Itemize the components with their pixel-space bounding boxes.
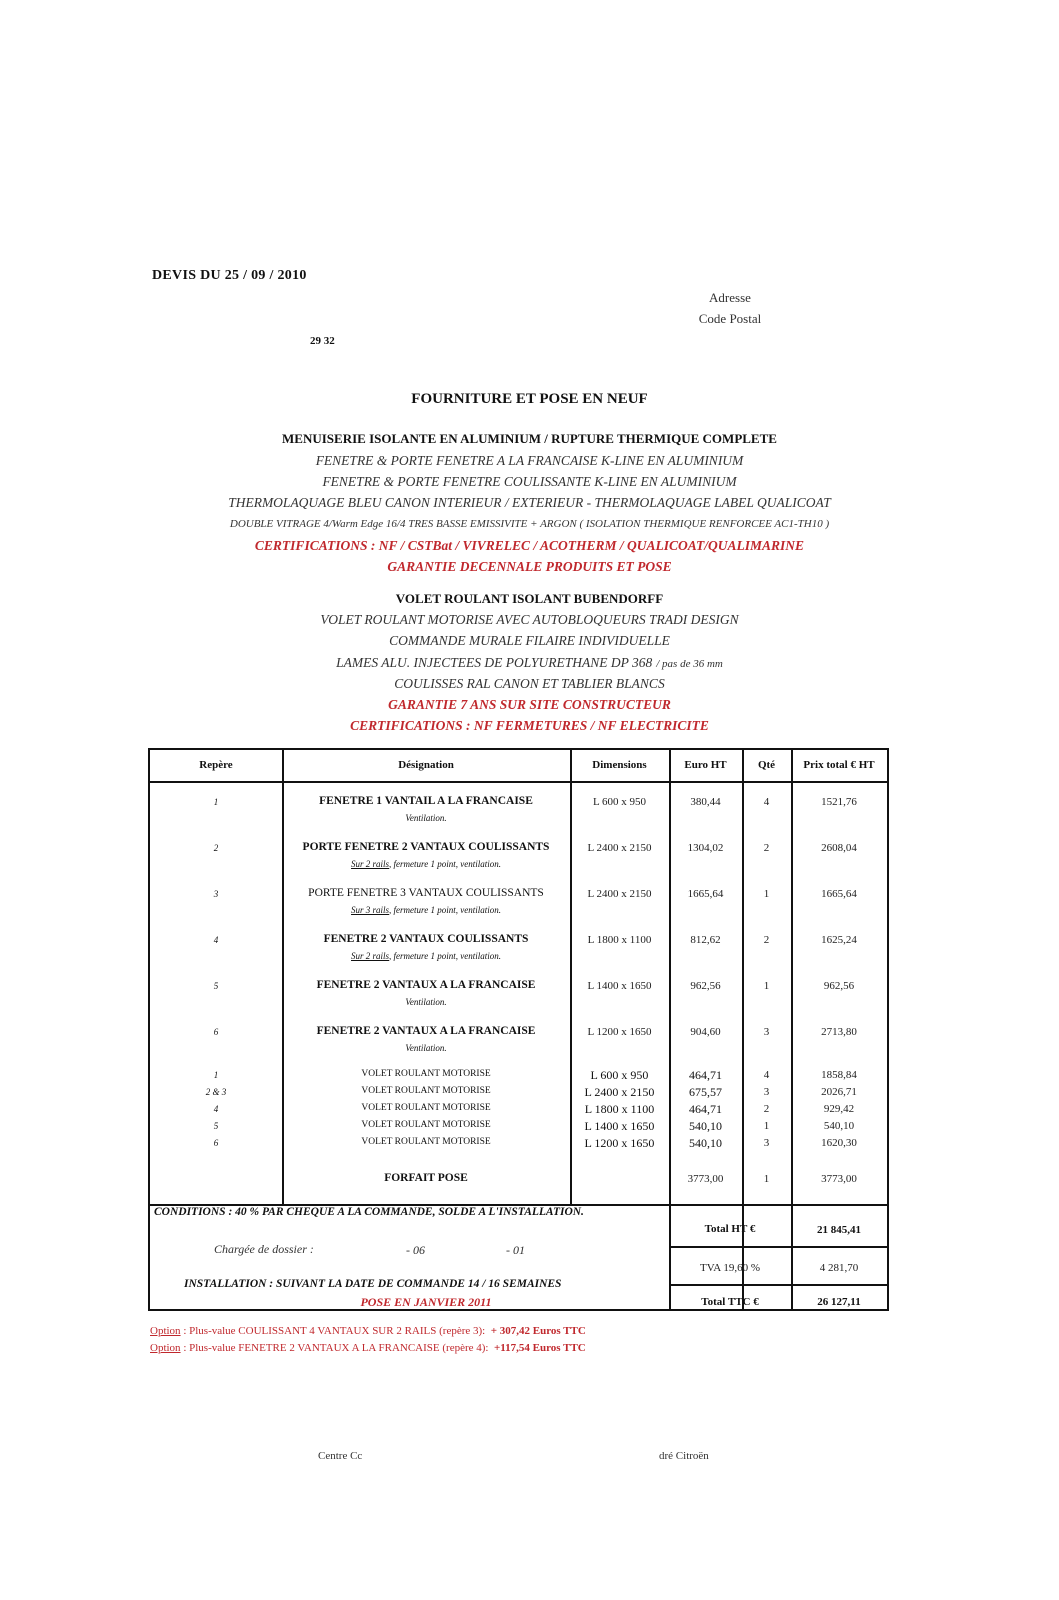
- row-unit-price: 962,56: [690, 980, 721, 992]
- document-title: FOURNITURE ET POSE EN NEUF: [411, 391, 648, 407]
- row-repere: 2: [213, 843, 219, 853]
- row-repere: 3: [213, 889, 219, 899]
- section1-line: THERMOLAQUAGE BLEU CANON INTERIEUR / EXTERIEUR - THERMOLAQUAGE LABEL QUALICOAT: [228, 495, 831, 510]
- row-qty: 1: [763, 1120, 770, 1132]
- section1-line: FENETRE & PORTE FENETRE COULISSANTE K-LINE EN ALUMINIUM: [322, 474, 737, 489]
- row-unit-price: 3773,00: [687, 1173, 724, 1185]
- row-unit-price: 904,60: [690, 1026, 721, 1038]
- option-label: Option: [150, 1342, 181, 1354]
- row-subtext: Ventilation.: [405, 1043, 447, 1053]
- case-manager-phone: - 06: [406, 1243, 425, 1257]
- section2-line: COMMANDE MURALE FILAIRE INDIVIDUELLE: [389, 633, 670, 648]
- address-line: Adresse: [709, 290, 751, 305]
- section2-line: COULISSES RAL CANON ET TABLIER BLANCS: [394, 676, 665, 691]
- totals-rule: [669, 1284, 887, 1286]
- row-repere: 5: [213, 981, 219, 991]
- row-qty: 3: [763, 1137, 770, 1149]
- row-designation: VOLET ROULANT MOTORISE: [361, 1086, 491, 1096]
- postal-code-line: Code Postal: [698, 311, 762, 326]
- row-unit-price: 812,62: [690, 934, 721, 946]
- row-designation: PORTE FENETRE 3 VANTAUX COULISSANTS: [308, 887, 544, 899]
- row-repere: 5: [213, 1121, 219, 1131]
- row-designation: FENETRE 2 VANTAUX A LA FRANCAISE: [316, 979, 536, 991]
- row-designation: FENETRE 2 VANTAUX A LA FRANCAISE: [316, 1025, 536, 1037]
- row-repere: 6: [213, 1138, 219, 1148]
- option-value: + 307,42 Euros TTC: [490, 1325, 586, 1337]
- tva-value: 4 281,70: [819, 1262, 859, 1274]
- row-dimensions: L 1200 x 1650: [587, 1026, 652, 1038]
- section1-warranty: GARANTIE DECENNALE PRODUITS ET POSE: [387, 559, 672, 574]
- header-dimensions: Dimensions: [592, 759, 647, 771]
- row-qty: 2: [763, 842, 770, 854]
- footer-fragment-left: Centre Cc: [318, 1450, 363, 1462]
- quote-date: DEVIS DU 25 / 09 / 2010: [152, 268, 307, 283]
- section2-heading: VOLET ROULANT ISOLANT BUBENDORFF: [395, 591, 664, 606]
- row-qty: 4: [763, 1069, 770, 1081]
- row-unit-price: 380,44: [690, 796, 721, 808]
- row-qty: 1: [763, 1173, 770, 1185]
- row-qty: 2: [763, 934, 770, 946]
- row-repere: 1: [213, 1070, 219, 1080]
- row-designation: FENETRE 1 VANTAIL A LA FRANCAISE: [319, 795, 533, 807]
- row-repere: 4: [213, 1104, 219, 1114]
- header-euro-ht: Euro HT: [684, 759, 727, 771]
- row-qty: 1: [763, 888, 770, 900]
- lames-pitch: / pas de 36 mm: [656, 658, 723, 670]
- row-unit-price: 464,71: [689, 1068, 722, 1082]
- row-repere: 4: [213, 935, 219, 945]
- lames-text: LAMES ALU. INJECTEES DE POLYURETHANE DP 368: [336, 655, 653, 670]
- row-designation: FORFAIT POSE: [384, 1172, 468, 1184]
- total-ttc-label: Total TTC €: [701, 1296, 759, 1308]
- row-dimensions: L 600 x 950: [592, 796, 647, 808]
- row-subtext: Sur 2 rails, fermeture 1 point, ventilation.: [351, 951, 501, 961]
- row-repere: 2 & 3: [205, 1087, 227, 1097]
- installation-delay: INSTALLATION : SUIVANT LA DATE DE COMMANDE 14 / 16 SEMAINES: [184, 1278, 562, 1290]
- pose-date: POSE EN JANVIER 2011: [360, 1295, 492, 1309]
- case-manager-label: Chargée de dossier :: [214, 1242, 314, 1256]
- row-dimensions: L 1200 x 1650: [584, 1136, 655, 1150]
- header-repere: Repère: [199, 759, 233, 771]
- total-ht-value: 21 845,41: [817, 1224, 861, 1236]
- row-total: 1521,76: [821, 796, 857, 808]
- row-unit-price: 540,10: [689, 1136, 722, 1150]
- header-rule: [150, 781, 887, 783]
- row-qty: 3: [763, 1026, 770, 1038]
- quote-table: [148, 748, 889, 1311]
- row-unit-price: 1304,02: [687, 842, 724, 854]
- option-label: Option: [150, 1325, 181, 1337]
- totals-rule: [669, 1246, 887, 1248]
- row-designation: VOLET ROULANT MOTORISE: [361, 1069, 491, 1079]
- row-subtext: Sur 2 rails, fermeture 1 point, ventilation.: [351, 859, 501, 869]
- row-total: 1665,64: [821, 888, 857, 900]
- section1-certifications: CERTIFICATIONS : NF / CSTBat / VIVRELEC / ACOTHERM / QUALICOAT/QUALIMARINE: [254, 538, 805, 553]
- section2-certifications: CERTIFICATIONS : NF FERMETURES / NF ELECTRICITE: [350, 718, 709, 733]
- total-ttc-value: 26 127,11: [817, 1296, 861, 1308]
- payment-conditions: CONDITIONS : 40 % PAR CHEQUE A LA COMMANDE, SOLDE A L'INSTALLATION.: [154, 1206, 584, 1218]
- section1-heading: MENUISERIE ISOLANTE EN ALUMINIUM / RUPTURE THERMIQUE COMPLETE: [282, 431, 777, 446]
- row-repere: 1: [213, 797, 219, 807]
- row-unit-price: 540,10: [689, 1119, 722, 1133]
- section2-line-lames: [0, 654, 1059, 672]
- row-total: 3773,00: [821, 1173, 857, 1185]
- option-text: : Plus-value FENETRE 2 VANTAUX A LA FRANCAISE (repère 4):: [180, 1342, 489, 1354]
- section2-warranty: GARANTIE 7 ANS SUR SITE CONSTRUCTEUR: [388, 697, 671, 712]
- header-total: Prix total € HT: [803, 759, 875, 771]
- row-total: 2026,71: [821, 1086, 857, 1098]
- row-total: 1625,24: [821, 934, 857, 946]
- header-designation: Désignation: [398, 759, 454, 771]
- section1-line: DOUBLE VITRAGE 4/Warm Edge 16/4 TRES BASSE EMISSIVITE + ARGON ( ISOLATION THERMIQUE RENFORCEE AC1-TH10 ): [229, 518, 830, 530]
- row-total: 2713,80: [821, 1026, 857, 1038]
- row-subtext: Sur 3 rails, fermeture 1 point, ventilation.: [351, 905, 501, 915]
- row-qty: 1: [763, 980, 770, 992]
- row-total: 2608,04: [821, 842, 857, 854]
- row-qty: 4: [763, 796, 770, 808]
- row-dimensions: L 1800 x 1100: [584, 1102, 655, 1116]
- row-dimensions: L 1400 x 1650: [587, 980, 652, 992]
- row-subtext: Ventilation.: [405, 997, 447, 1007]
- row-dimensions: L 1800 x 1100: [587, 934, 652, 946]
- row-total: 929,42: [823, 1103, 855, 1115]
- row-total: 962,56: [823, 980, 855, 992]
- row-dimensions: L 2400 x 2150: [587, 842, 652, 854]
- row-designation: VOLET ROULANT MOTORISE: [361, 1103, 491, 1113]
- option-line: [150, 1342, 586, 1354]
- row-dimensions: L 2400 x 2150: [587, 888, 652, 900]
- option-text: : Plus-value COULISSANT 4 VANTAUX SUR 2 RAILS (repère 3):: [180, 1325, 486, 1337]
- row-total: 1620,30: [821, 1137, 857, 1149]
- footer-fragment-right: dré Citroën: [659, 1450, 709, 1462]
- header-qty: Qté: [757, 759, 776, 771]
- tva-label: TVA 19,60 %: [700, 1262, 760, 1274]
- row-dimensions: L 600 x 950: [590, 1068, 649, 1082]
- row-unit-price: 1665,64: [687, 888, 724, 900]
- row-total: 540,10: [823, 1120, 855, 1132]
- row-subtext: Ventilation.: [405, 813, 447, 823]
- row-unit-price: 464,71: [689, 1102, 722, 1116]
- total-ht-label: Total HT €: [704, 1223, 756, 1235]
- header-fragment: 29 32: [310, 335, 335, 347]
- row-qty: 2: [763, 1103, 770, 1115]
- section2-line: VOLET ROULANT MOTORISE AVEC AUTOBLOQUEURS TRADI DESIGN: [320, 612, 739, 627]
- option-line: [150, 1325, 586, 1337]
- row-qty: 3: [763, 1086, 770, 1098]
- row-dimensions: L 2400 x 2150: [584, 1085, 655, 1099]
- option-value: +117,54 Euros TTC: [493, 1342, 586, 1354]
- section1-line: FENETRE & PORTE FENETRE A LA FRANCAISE K-LINE EN ALUMINIUM: [315, 453, 744, 468]
- row-total: 1858,84: [821, 1069, 857, 1081]
- row-repere: 6: [213, 1027, 219, 1037]
- row-designation: VOLET ROULANT MOTORISE: [361, 1120, 491, 1130]
- case-manager-phone: - 01: [506, 1243, 525, 1257]
- row-unit-price: 675,57: [689, 1085, 722, 1099]
- row-dimensions: L 1400 x 1650: [584, 1119, 655, 1133]
- row-designation: PORTE FENETRE 2 VANTAUX COULISSANTS: [302, 841, 550, 853]
- row-designation: FENETRE 2 VANTAUX COULISSANTS: [323, 933, 529, 945]
- row-designation: VOLET ROULANT MOTORISE: [361, 1137, 491, 1147]
